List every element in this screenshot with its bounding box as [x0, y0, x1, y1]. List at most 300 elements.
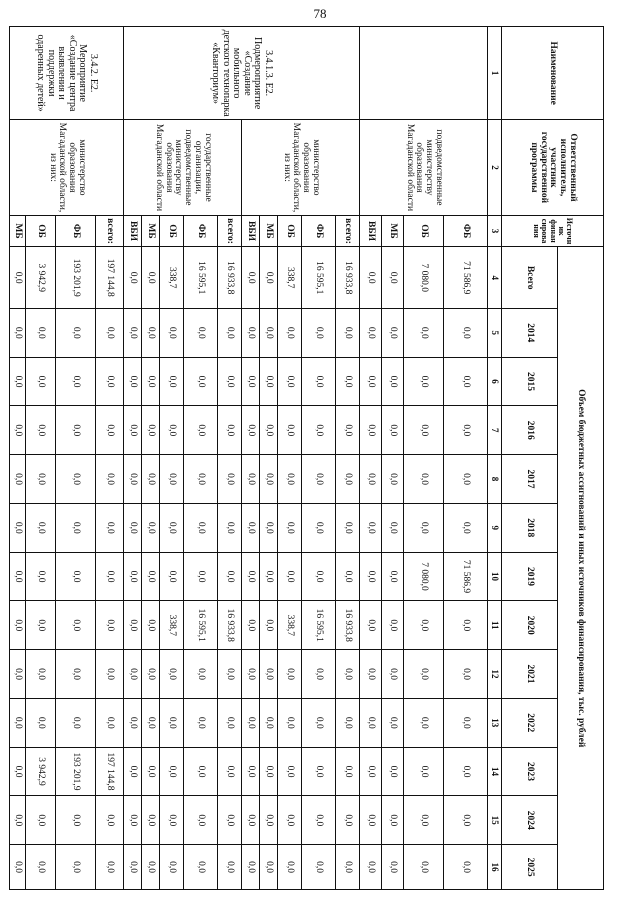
col-number: 5 — [488, 308, 502, 357]
value-cell: 0,0 — [184, 747, 218, 796]
value-cell: 0,0 — [444, 650, 488, 699]
value-cell: 0,0 — [96, 406, 124, 455]
value-cell: 0,0 — [56, 796, 96, 845]
value-cell: 0,0 — [96, 357, 124, 406]
value-cell: 0,0 — [184, 845, 218, 890]
value-cell: 0,0 — [360, 455, 382, 504]
value-cell: 0,0 — [242, 601, 260, 650]
table-body — [10, 27, 488, 890]
col-2024: 2024 — [502, 796, 558, 845]
value-cell: 0,0 — [56, 650, 96, 699]
value-cell: 0,0 — [278, 698, 302, 747]
source-cell: всего: — [218, 215, 242, 247]
value-cell: 0,0 — [218, 650, 242, 699]
value-cell: 3 942,9 — [26, 247, 56, 308]
value-cell: 0,0 — [96, 455, 124, 504]
value-cell: 0,0 — [26, 406, 56, 455]
value-cell: 0,0 — [10, 308, 26, 357]
value-cell: 0,0 — [302, 357, 336, 406]
value-cell: 0,0 — [142, 357, 160, 406]
value-cell: 0,0 — [124, 747, 142, 796]
value-cell: 0,0 — [124, 698, 142, 747]
value-cell: 0,0 — [360, 503, 382, 552]
col-2022: 2022 — [502, 698, 558, 747]
value-cell: 0,0 — [124, 455, 142, 504]
value-cell: 0,0 — [260, 552, 278, 601]
value-cell: 0,0 — [260, 247, 278, 308]
value-cell: 0,0 — [336, 503, 360, 552]
col-2018: 2018 — [502, 503, 558, 552]
value-cell: 0,0 — [142, 601, 160, 650]
value-cell: 0,0 — [444, 796, 488, 845]
value-cell: 0,0 — [56, 698, 96, 747]
col-number: 1 — [488, 27, 502, 120]
col-2021: 2021 — [502, 650, 558, 699]
value-cell: 0,0 — [96, 601, 124, 650]
value-cell: 197 144,8 — [96, 247, 124, 308]
value-cell: 0,0 — [404, 845, 444, 890]
financing-table — [9, 26, 604, 890]
value-cell: 16 933,8 — [336, 247, 360, 308]
value-cell: 193 201,9 — [56, 247, 96, 308]
value-cell: 0,0 — [302, 406, 336, 455]
table-row — [96, 27, 124, 890]
value-cell: 0,0 — [444, 503, 488, 552]
executor-cell: государственные организации, подведомственные министерству образования Магаданской области — [124, 120, 242, 215]
value-cell: 7 080,0 — [404, 247, 444, 308]
value-cell: 0,0 — [360, 845, 382, 890]
value-cell: 0,0 — [302, 845, 336, 890]
value-cell: 0,0 — [404, 357, 444, 406]
value-cell: 0,0 — [278, 845, 302, 890]
value-cell: 0,0 — [404, 601, 444, 650]
rotated-table-wrapper — [13, 26, 604, 890]
item-name-cell: 3.4.2. Е2. Мероприятие «Создание центра выявления и поддержки одаренных детей» — [10, 27, 124, 120]
value-cell: 3 942,9 — [26, 747, 56, 796]
table-row — [218, 27, 242, 890]
value-cell: 0,0 — [218, 698, 242, 747]
value-cell: 0,0 — [242, 796, 260, 845]
value-cell: 0,0 — [278, 406, 302, 455]
value-cell: 0,0 — [10, 247, 26, 308]
source-cell: МБ — [10, 215, 26, 247]
value-cell: 0,0 — [218, 503, 242, 552]
value-cell: 0,0 — [26, 552, 56, 601]
value-cell: 0,0 — [96, 650, 124, 699]
value-cell: 0,0 — [302, 650, 336, 699]
value-cell: 7 080,0 — [404, 552, 444, 601]
value-cell: 16 595,1 — [302, 601, 336, 650]
value-cell: 0,0 — [278, 357, 302, 406]
value-cell: 0,0 — [218, 845, 242, 890]
value-cell: 0,0 — [278, 503, 302, 552]
col-number: 4 — [488, 247, 502, 308]
value-cell: 0,0 — [124, 601, 142, 650]
value-cell: 0,0 — [360, 406, 382, 455]
table-row — [336, 27, 360, 890]
value-cell: 16 933,8 — [336, 601, 360, 650]
value-cell: 0,0 — [184, 455, 218, 504]
value-cell: 71 586,9 — [444, 247, 488, 308]
value-cell: 16 595,1 — [184, 601, 218, 650]
value-cell: 0,0 — [10, 650, 26, 699]
value-cell: 0,0 — [382, 247, 404, 308]
value-cell: 0,0 — [160, 455, 184, 504]
value-cell: 0,0 — [336, 357, 360, 406]
header-source: Источник финансирования — [502, 215, 604, 247]
value-cell: 0,0 — [382, 552, 404, 601]
value-cell: 0,0 — [336, 308, 360, 357]
col-2019: 2019 — [502, 552, 558, 601]
source-cell: МБ — [142, 215, 160, 247]
value-cell: 0,0 — [218, 796, 242, 845]
value-cell: 0,0 — [26, 650, 56, 699]
value-cell: 0,0 — [444, 406, 488, 455]
col-number: 6 — [488, 357, 502, 406]
value-cell: 0,0 — [360, 308, 382, 357]
value-cell: 0,0 — [160, 357, 184, 406]
value-cell: 0,0 — [404, 503, 444, 552]
value-cell: 0,0 — [382, 845, 404, 890]
value-cell: 0,0 — [404, 650, 444, 699]
source-cell: ФБ — [302, 215, 336, 247]
value-cell: 0,0 — [184, 650, 218, 699]
value-cell: 0,0 — [382, 308, 404, 357]
value-cell: 0,0 — [10, 601, 26, 650]
value-cell: 0,0 — [260, 650, 278, 699]
table-row — [444, 27, 488, 890]
value-cell: 0,0 — [124, 650, 142, 699]
value-cell: 0,0 — [142, 747, 160, 796]
value-cell: 0,0 — [242, 455, 260, 504]
value-cell: 0,0 — [10, 747, 26, 796]
value-cell: 0,0 — [360, 796, 382, 845]
value-cell: 0,0 — [142, 650, 160, 699]
value-cell: 0,0 — [242, 747, 260, 796]
value-cell: 0,0 — [142, 552, 160, 601]
value-cell: 0,0 — [160, 406, 184, 455]
source-cell: ФБ — [184, 215, 218, 247]
source-cell: ОБ — [26, 215, 56, 247]
value-cell: 0,0 — [160, 747, 184, 796]
value-cell: 0,0 — [382, 747, 404, 796]
value-cell: 0,0 — [124, 552, 142, 601]
value-cell: 0,0 — [404, 747, 444, 796]
col-number: 8 — [488, 455, 502, 504]
value-cell: 0,0 — [382, 406, 404, 455]
value-cell: 197 144,8 — [96, 747, 124, 796]
col-2017: 2017 — [502, 455, 558, 504]
value-cell: 0,0 — [404, 698, 444, 747]
executor-cell: министерство образования Магаданской области, из них: — [242, 120, 360, 215]
column-number-row — [488, 27, 502, 890]
value-cell: 0,0 — [26, 601, 56, 650]
value-cell: 0,0 — [404, 308, 444, 357]
value-cell: 0,0 — [10, 455, 26, 504]
value-cell: 0,0 — [336, 552, 360, 601]
value-cell: 338,7 — [278, 247, 302, 308]
value-cell: 0,0 — [26, 796, 56, 845]
col-2014: 2014 — [502, 308, 558, 357]
value-cell: 0,0 — [302, 747, 336, 796]
value-cell: 0,0 — [242, 552, 260, 601]
value-cell: 0,0 — [142, 455, 160, 504]
header-name: Наименование — [502, 27, 604, 120]
value-cell: 0,0 — [260, 796, 278, 845]
col-number: 11 — [488, 601, 502, 650]
value-cell: 0,0 — [142, 406, 160, 455]
source-cell: всего: — [336, 215, 360, 247]
executor-cell: министерство образования Магаданской области, из них: — [10, 120, 124, 215]
value-cell: 0,0 — [184, 796, 218, 845]
value-cell: 0,0 — [242, 247, 260, 308]
value-cell: 0,0 — [124, 308, 142, 357]
value-cell: 0,0 — [142, 845, 160, 890]
header-funding: Объем бюджетных ассигнований и иных источников финансирования, тыс. рублей — [558, 247, 604, 890]
value-cell: 0,0 — [160, 698, 184, 747]
value-cell: 0,0 — [10, 796, 26, 845]
value-cell: 0,0 — [218, 747, 242, 796]
value-cell: 0,0 — [242, 698, 260, 747]
value-cell: 0,0 — [336, 650, 360, 699]
value-cell: 0,0 — [26, 845, 56, 890]
value-cell: 0,0 — [444, 455, 488, 504]
value-cell: 0,0 — [56, 601, 96, 650]
value-cell: 338,7 — [160, 247, 184, 308]
value-cell: 0,0 — [260, 308, 278, 357]
value-cell: 0,0 — [160, 503, 184, 552]
value-cell: 0,0 — [278, 455, 302, 504]
value-cell: 0,0 — [242, 406, 260, 455]
value-cell: 16 595,1 — [184, 247, 218, 308]
item-name-cell: 3.4.1.3. Е2. Подмероприятие «Создание мобильного детского технопарка «Кванториум» — [124, 27, 360, 120]
value-cell: 0,0 — [382, 357, 404, 406]
value-cell: 0,0 — [26, 308, 56, 357]
value-cell: 0,0 — [242, 503, 260, 552]
value-cell: 0,0 — [142, 796, 160, 845]
value-cell: 0,0 — [124, 503, 142, 552]
value-cell: 0,0 — [382, 455, 404, 504]
col-number: 15 — [488, 796, 502, 845]
value-cell: 0,0 — [382, 796, 404, 845]
value-cell: 0,0 — [444, 845, 488, 890]
value-cell: 0,0 — [444, 357, 488, 406]
value-cell: 0,0 — [404, 455, 444, 504]
col-total: Всего — [502, 247, 558, 308]
value-cell: 338,7 — [160, 601, 184, 650]
col-2023: 2023 — [502, 747, 558, 796]
value-cell: 0,0 — [184, 357, 218, 406]
value-cell: 0,0 — [26, 455, 56, 504]
page-number: 78 — [313, 6, 327, 21]
value-cell: 0,0 — [336, 406, 360, 455]
value-cell: 0,0 — [184, 552, 218, 601]
value-cell: 0,0 — [336, 796, 360, 845]
value-cell: 0,0 — [142, 247, 160, 308]
value-cell: 0,0 — [278, 747, 302, 796]
value-cell: 0,0 — [160, 552, 184, 601]
value-cell: 16 933,8 — [218, 247, 242, 308]
executor-cell: подведомственные министерству образования Магаданской области — [360, 120, 488, 215]
value-cell: 0,0 — [302, 796, 336, 845]
col-number: 9 — [488, 503, 502, 552]
value-cell: 0,0 — [382, 650, 404, 699]
value-cell: 0,0 — [124, 796, 142, 845]
value-cell: 0,0 — [278, 650, 302, 699]
value-cell: 0,0 — [10, 357, 26, 406]
value-cell: 0,0 — [260, 845, 278, 890]
value-cell: 0,0 — [56, 406, 96, 455]
value-cell: 0,0 — [218, 308, 242, 357]
value-cell: 0,0 — [142, 503, 160, 552]
value-cell: 0,0 — [242, 650, 260, 699]
value-cell: 0,0 — [278, 308, 302, 357]
value-cell: 0,0 — [382, 601, 404, 650]
source-cell: ОБ — [160, 215, 184, 247]
source-cell: ФБ — [56, 215, 96, 247]
col-2020: 2020 — [502, 601, 558, 650]
value-cell: 0,0 — [184, 698, 218, 747]
source-cell: ФБ — [444, 215, 488, 247]
value-cell: 0,0 — [382, 503, 404, 552]
value-cell: 71 586,9 — [444, 552, 488, 601]
source-cell: ВБИ — [124, 215, 142, 247]
value-cell: 0,0 — [56, 845, 96, 890]
value-cell: 0,0 — [124, 406, 142, 455]
value-cell: 0,0 — [10, 845, 26, 890]
value-cell: 193 201,9 — [56, 747, 96, 796]
col-2015: 2015 — [502, 357, 558, 406]
source-cell: ВБИ — [242, 215, 260, 247]
value-cell: 0,0 — [302, 698, 336, 747]
value-cell: 0,0 — [336, 845, 360, 890]
value-cell: 0,0 — [336, 698, 360, 747]
value-cell: 0,0 — [404, 796, 444, 845]
value-cell: 0,0 — [260, 503, 278, 552]
value-cell: 0,0 — [56, 552, 96, 601]
header-executor: Ответственный исполнитель, участник государственной программы — [502, 120, 604, 215]
source-cell: МБ — [260, 215, 278, 247]
col-number: 12 — [488, 650, 502, 699]
value-cell: 0,0 — [10, 503, 26, 552]
value-cell: 0,0 — [302, 308, 336, 357]
value-cell: 0,0 — [360, 747, 382, 796]
value-cell: 0,0 — [124, 247, 142, 308]
value-cell: 0,0 — [96, 698, 124, 747]
value-cell: 0,0 — [260, 747, 278, 796]
col-number: 13 — [488, 698, 502, 747]
source-cell: всего: — [96, 215, 124, 247]
col-2025: 2025 — [502, 845, 558, 890]
value-cell: 0,0 — [336, 455, 360, 504]
value-cell: 0,0 — [142, 308, 160, 357]
value-cell: 0,0 — [184, 406, 218, 455]
value-cell: 0,0 — [360, 698, 382, 747]
value-cell: 338,7 — [278, 601, 302, 650]
value-cell: 0,0 — [444, 601, 488, 650]
value-cell: 0,0 — [302, 552, 336, 601]
value-cell: 0,0 — [10, 552, 26, 601]
value-cell: 0,0 — [360, 650, 382, 699]
col-number: 16 — [488, 845, 502, 890]
value-cell: 0,0 — [10, 698, 26, 747]
value-cell: 0,0 — [142, 698, 160, 747]
value-cell: 0,0 — [278, 796, 302, 845]
col-number: 7 — [488, 406, 502, 455]
value-cell: 16 595,1 — [302, 247, 336, 308]
value-cell: 0,0 — [56, 503, 96, 552]
col-2016: 2016 — [502, 406, 558, 455]
value-cell: 0,0 — [184, 308, 218, 357]
value-cell: 0,0 — [360, 601, 382, 650]
value-cell: 0,0 — [444, 747, 488, 796]
value-cell: 0,0 — [96, 796, 124, 845]
value-cell: 0,0 — [278, 552, 302, 601]
value-cell: 0,0 — [218, 357, 242, 406]
value-cell: 0,0 — [302, 503, 336, 552]
value-cell: 0,0 — [26, 698, 56, 747]
value-cell: 0,0 — [444, 698, 488, 747]
value-cell: 0,0 — [260, 357, 278, 406]
value-cell: 0,0 — [260, 455, 278, 504]
value-cell: 0,0 — [218, 552, 242, 601]
value-cell: 0,0 — [242, 357, 260, 406]
value-cell: 0,0 — [56, 455, 96, 504]
value-cell: 0,0 — [160, 308, 184, 357]
value-cell: 0,0 — [96, 552, 124, 601]
value-cell: 0,0 — [360, 552, 382, 601]
value-cell: 16 933,8 — [218, 601, 242, 650]
value-cell: 0,0 — [218, 455, 242, 504]
value-cell: 0,0 — [260, 406, 278, 455]
value-cell: 0,0 — [160, 650, 184, 699]
value-cell: 0,0 — [218, 406, 242, 455]
value-cell: 0,0 — [242, 308, 260, 357]
col-number: 3 — [488, 215, 502, 247]
value-cell: 0,0 — [360, 247, 382, 308]
value-cell: 0,0 — [302, 455, 336, 504]
value-cell: 0,0 — [184, 503, 218, 552]
value-cell: 0,0 — [56, 357, 96, 406]
value-cell: 0,0 — [124, 357, 142, 406]
value-cell: 0,0 — [124, 845, 142, 890]
value-cell: 0,0 — [26, 357, 56, 406]
value-cell: 0,0 — [160, 845, 184, 890]
source-cell: ОБ — [404, 215, 444, 247]
source-cell: ОБ — [278, 215, 302, 247]
value-cell: 0,0 — [360, 357, 382, 406]
value-cell: 0,0 — [336, 747, 360, 796]
value-cell: 0,0 — [382, 698, 404, 747]
value-cell: 0,0 — [160, 796, 184, 845]
value-cell: 0,0 — [444, 308, 488, 357]
value-cell: 0,0 — [96, 845, 124, 890]
col-number: 10 — [488, 552, 502, 601]
value-cell: 0,0 — [56, 308, 96, 357]
value-cell: 0,0 — [96, 503, 124, 552]
item-name-cell — [360, 27, 488, 120]
col-number: 2 — [488, 120, 502, 215]
col-number: 14 — [488, 747, 502, 796]
source-cell: ВБИ — [360, 215, 382, 247]
value-cell: 0,0 — [242, 845, 260, 890]
value-cell: 0,0 — [260, 601, 278, 650]
value-cell: 0,0 — [404, 406, 444, 455]
value-cell: 0,0 — [260, 698, 278, 747]
value-cell: 0,0 — [26, 503, 56, 552]
value-cell: 0,0 — [10, 406, 26, 455]
value-cell: 0,0 — [96, 308, 124, 357]
